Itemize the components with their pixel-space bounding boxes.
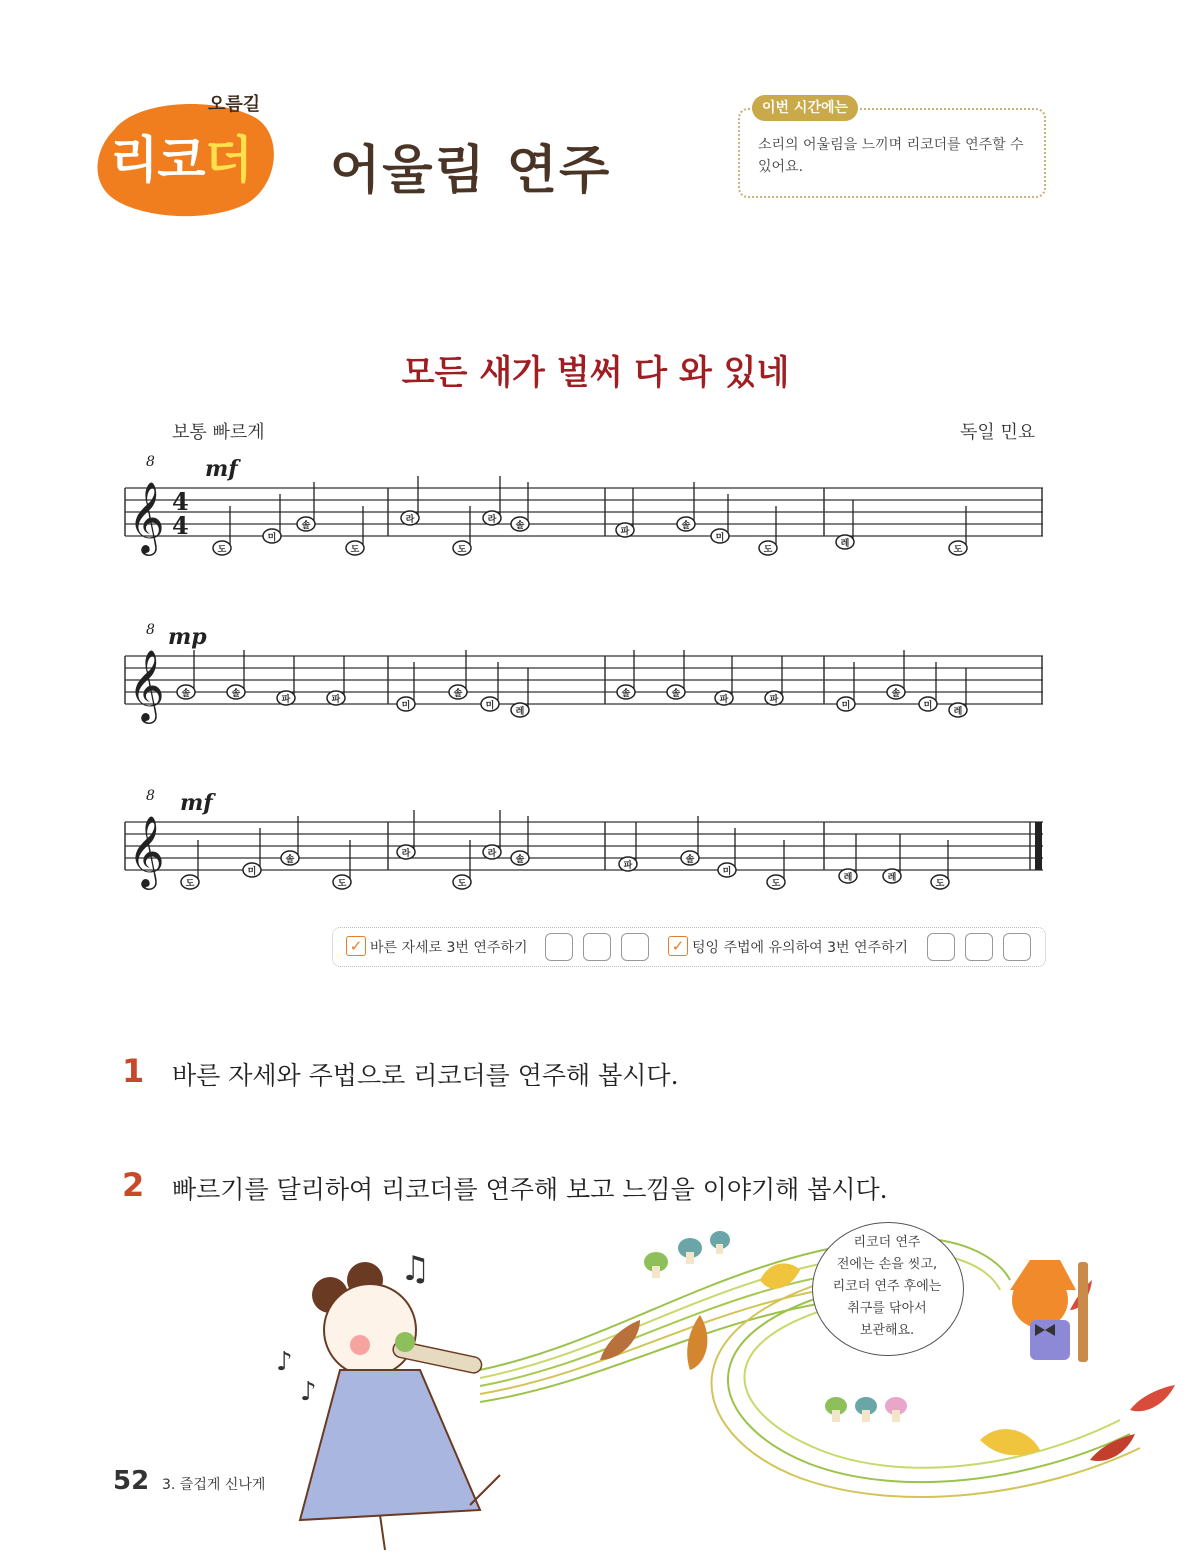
note-name-label: 미 [923, 701, 933, 711]
note-name-label: 솔 [891, 689, 901, 699]
note-name-label: 미 [722, 867, 732, 877]
note-name-label: 솔 [515, 855, 525, 865]
note-name-label: 미 [841, 701, 851, 711]
time-signature-top: 4 [172, 487, 189, 516]
note-name-label: 미 [485, 701, 495, 711]
music-note-icon: ♫ [400, 1249, 431, 1289]
note-name-label: 솔 [515, 521, 525, 531]
note-name-label: 파 [769, 695, 779, 705]
check-box-1a[interactable] [545, 933, 573, 961]
note-name-label: 솔 [285, 855, 295, 865]
time-signature-bottom: 4 [172, 511, 189, 540]
badge-word-highlight: 더 [204, 131, 252, 189]
note-name-label: 미 [715, 533, 725, 543]
note-name-label: 라 [487, 515, 497, 525]
note-name-label: 도 [953, 545, 963, 555]
note-name-label: 라 [405, 515, 415, 525]
song-title: 모든 새가 벌써 다 와 있네 [401, 353, 790, 393]
note-name-label: 미 [267, 533, 277, 543]
check-box-2a[interactable] [927, 933, 955, 961]
dynamic-marking: mp [168, 624, 207, 650]
check-box-2c[interactable] [1003, 933, 1031, 961]
note-name-label: 레 [887, 873, 897, 883]
check-icon: ✓ [346, 936, 366, 956]
note-name-label: 도 [457, 545, 467, 555]
final-bar-line [1035, 822, 1042, 870]
note-name-label: 레 [515, 707, 525, 717]
music-note-icon: ♪ [300, 1377, 317, 1407]
note-name-label: 파 [620, 527, 630, 537]
note-name-label: 솔 [453, 689, 463, 699]
page-number: 52 [113, 1466, 150, 1496]
treble-clef-icon: 𝄞 [128, 814, 165, 887]
clef-octave-mark: 8 [146, 454, 155, 470]
bubble-line: 취구를 닦아서 [847, 1301, 927, 1316]
bubble-line: 리코더 연주 [853, 1235, 921, 1250]
note-name-label: 레 [953, 707, 963, 717]
bubble-line: 전에는 손을 씻고, [836, 1257, 938, 1272]
note-name-label: 미 [401, 701, 411, 711]
question-number: 1 [122, 1052, 145, 1090]
dynamic-marking: mf [180, 790, 213, 816]
note-name-label: 도 [771, 879, 781, 889]
leaf-icon [980, 1429, 1040, 1455]
note-name-label: 파 [281, 695, 291, 705]
check-box-2b[interactable] [965, 933, 993, 961]
note-name-label: 파 [331, 695, 341, 705]
note-name-label: 솔 [181, 689, 191, 699]
check-box-1b[interactable] [583, 933, 611, 961]
note-name-label: 도 [457, 879, 467, 889]
note-name-label: 솔 [231, 689, 241, 699]
note-name-label: 도 [337, 879, 347, 889]
question-text: 빠르기를 달리하여 리코더를 연주해 보고 느낌을 이야기해 봅시다. [172, 1175, 888, 1204]
note-name-label: 솔 [685, 855, 695, 865]
dynamic-marking: mf [205, 456, 238, 482]
note-name-label: 솔 [621, 689, 631, 699]
note-name-label: 도 [185, 879, 195, 889]
goal-text: 소리의 어울림을 느끼며 리코더를 연주할 수 있어요. [758, 137, 1024, 175]
checklist-item-1: 바른 자세로 3번 연주하기 [370, 940, 528, 956]
clef-octave-mark: 8 [146, 788, 155, 804]
music-note-icon: ♪ [276, 1347, 293, 1377]
note-name-label: 도 [763, 545, 773, 555]
note-name-label: 도 [935, 879, 945, 889]
note-name-label: 레 [840, 539, 850, 549]
clef-octave-mark: 8 [146, 622, 155, 638]
note-name-label: 도 [350, 545, 360, 555]
bubble-line: 리코더 연주 후에는 [832, 1279, 942, 1294]
girl-playing-recorder-illustration [300, 1262, 500, 1550]
note-name-label: 파 [719, 695, 729, 705]
goal-tag: 이번 시간에는 [752, 95, 858, 121]
note-name-label: 솔 [301, 521, 311, 531]
tempo-marking: 보통 빠르게 [172, 422, 265, 443]
note-name-label: 도 [217, 545, 227, 555]
note-name-label: 미 [247, 867, 257, 877]
question-text: 바른 자세와 주법으로 리코더를 연주해 봅시다. [172, 1061, 679, 1090]
leaf-icon [760, 1263, 800, 1288]
checklist-item-2: 텅잉 주법에 유의하여 3번 연주하기 [692, 940, 909, 956]
badge-word-main: 리코 [110, 131, 205, 189]
note-name-label: 솔 [681, 521, 691, 531]
fox-character-illustration [1010, 1260, 1088, 1362]
question-number: 2 [122, 1166, 145, 1204]
page-title: 어울림 연주 [330, 141, 612, 201]
leaf-icon [1130, 1385, 1175, 1411]
badge-subtitle: 오름길 [208, 94, 261, 115]
note-name-label: 파 [623, 861, 633, 871]
chapter-label: 3. 즐겁게 신나게 [162, 1477, 266, 1493]
song-origin: 독일 민요 [960, 422, 1036, 443]
speech-bubble-text [812, 1232, 962, 1342]
recorder-illustration [0, 1220, 1191, 1559]
check-icon: ✓ [668, 936, 688, 956]
note-name-label: 라 [401, 849, 411, 859]
note-name-label: 레 [843, 873, 853, 883]
note-name-label: 솔 [671, 689, 681, 699]
note-name-label: 라 [487, 849, 497, 859]
treble-clef-icon: 𝄞 [128, 648, 165, 721]
treble-clef-icon: 𝄞 [128, 480, 165, 553]
check-box-1c[interactable] [621, 933, 649, 961]
bubble-line: 보관해요. [859, 1323, 915, 1338]
